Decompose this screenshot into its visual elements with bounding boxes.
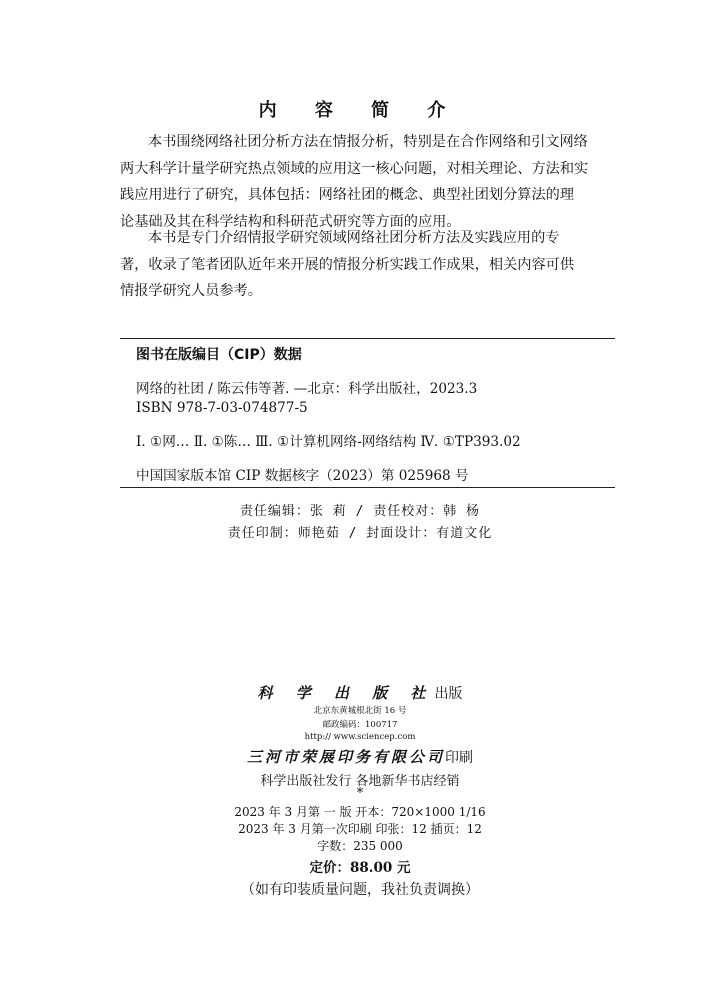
cip-classification: Ⅰ. ①网… Ⅱ. ①陈… Ⅲ. ①计算机网络-网络结构 Ⅳ. ①TP393.02 xyxy=(136,434,521,450)
edition-line: 2023 年 3 月第 一 版 开本：720×1000 1/16 xyxy=(234,805,486,819)
publisher-logo: 科 学 出 版 社 xyxy=(257,684,435,702)
cip-heading: 图书在版编目（CIP）数据 xyxy=(136,347,302,363)
publisher-postcode: 邮政编码：100717 xyxy=(322,720,398,730)
intro-paragraph-2 xyxy=(120,225,615,305)
publisher-suffix: 出版 xyxy=(434,686,463,702)
cip-isbn: ISBN 978-7-03-074877-5 xyxy=(136,400,308,416)
printer-line xyxy=(0,746,720,767)
separator-mark: * xyxy=(356,786,364,801)
intro-line: 两大科学计量学研究热点领域的应用这一核心问题，对相关理论、方法和实 xyxy=(120,160,589,177)
publisher-website: http:// www.sciencep.com xyxy=(304,732,416,742)
publisher-line xyxy=(0,682,720,703)
intro-line: 本书是专门介绍情报学研究领域网络社团分析方法及实践应用的专 xyxy=(148,230,560,246)
distribution-line: 科学出版社发行 各地新华书店经销 xyxy=(260,774,460,789)
printer-logo: 三河市荣展印务有限公司 xyxy=(246,748,445,766)
intro-line: 论基础及其在科学结构和科研范式研究等方面的应用。 xyxy=(120,214,461,231)
intro-line: 践应用进行了研究，具体包括：网络社团的概念、典型社团划分算法的理 xyxy=(120,187,575,204)
word-count: 字数：235 000 xyxy=(317,839,403,853)
publisher-address: 北京东黄城根北街 16 号 xyxy=(313,706,407,716)
editor-credits: 责任编辑：张 莉 / 责任校对：韩 杨 xyxy=(239,504,481,519)
cip-bottom-rule xyxy=(120,487,615,488)
page-title: 内 容 简 介 xyxy=(258,100,462,121)
intro-line: 著，收录了笔者团队近年来开展的情报分析实践工作成果，相关内容可供 xyxy=(120,256,575,273)
intro-paragraph-1 xyxy=(120,129,615,236)
price: 定价：88.00 元 xyxy=(309,860,411,876)
cip-top-rule xyxy=(120,338,615,339)
intro-line: 情报学研究人员参考。 xyxy=(120,283,262,300)
quality-notice: （如有印装质量问题，我社负责调换） xyxy=(241,882,479,898)
cip-title-line: 网络的社团 / 陈云伟等著. —北京：科学出版社，2023.3 xyxy=(136,381,478,397)
printing-line: 2023 年 3 月第一次印刷 印张：12 插页：12 xyxy=(238,822,482,836)
intro-line: 本书围绕网络社团分析方法在情报分析，特别是在合作网络和引文网络 xyxy=(148,134,588,150)
cip-record-number: 中国国家版本馆 CIP 数据核字（2023）第 025968 号 xyxy=(136,468,469,484)
print-design-credits: 责任印制：师艳茹 / 封面设计：有道文化 xyxy=(227,526,493,541)
printer-suffix: 印刷 xyxy=(445,750,473,766)
